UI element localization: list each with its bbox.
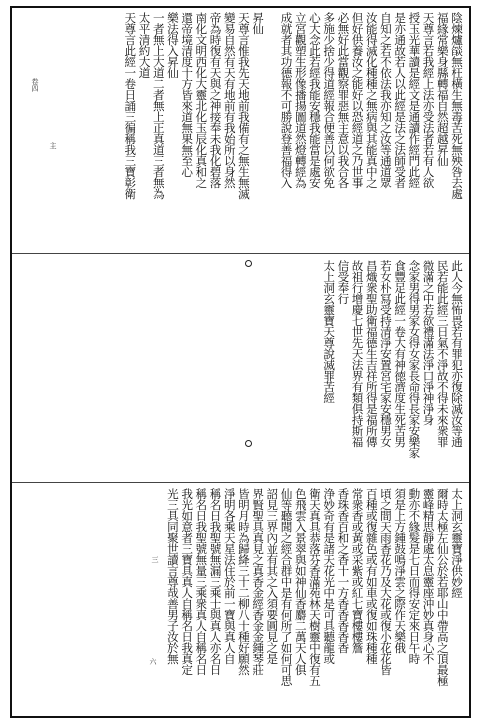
text-column: 若女朴冩受持清淨安置宮宅家安穩男女	[378, 260, 393, 447]
text-column: 太上洞玄靈寶天尊說滅罪苦經	[322, 260, 337, 403]
text-column: 須是上方鍾鼓鳴淨雲之際作天樂俄	[393, 488, 408, 653]
text-column: 樂法得入昇仙	[165, 12, 180, 78]
text-column: 自知之若不依法我亦知之汝等通道眾	[378, 12, 393, 188]
text-column: 授玉光華讀是經文是通讀作經門此經	[407, 12, 422, 188]
text-column: 汝能得滅化種種之無病與其能真中之	[364, 12, 379, 188]
text-column: 南化文明西化大靈北化玉辰化真和之	[194, 12, 209, 188]
text-column: 靈峰精思靜處太息靈座沖妙真身心不	[421, 488, 436, 664]
text-column: 微滿之中若欲禮滿法淨口淨神淨身	[421, 260, 436, 425]
text-column: 民若能此經三日氣不淨故不得未來衆罪	[435, 260, 450, 447]
text-column: 但好供養汝之能好以恐經道之乃世事	[350, 12, 365, 188]
text-column: 界賢聖具真見之真香金經香金金鍾琴莊	[251, 488, 266, 675]
text-column: 變易自然有天有地前有我始所以身然	[222, 12, 237, 188]
text-panel-top	[20, 12, 464, 248]
text-column: 故祖行增慶七世先天法界有類俱持斯福	[350, 260, 365, 447]
text-column: 帝為時復有天與之神接奉未我化碧落	[208, 12, 223, 188]
text-column: 天尊言若我經上法亦受法者若有人欲	[421, 12, 436, 188]
text-column: 昇仙	[251, 12, 266, 34]
text-column: 多施少捨少得道經報合便善以何欲免	[322, 12, 337, 188]
scripture-page	[10, 6, 471, 718]
text-column: 香珠香百和之香十一方香香香香香	[336, 488, 351, 653]
section-marker-icon	[245, 260, 252, 267]
page-margin-note: 六	[149, 658, 157, 665]
text-column: 昌熾衆聖助衛福德生吉祥所得是福所傳	[364, 260, 379, 447]
text-column: 成就者其功德報不可勝說登善福得入	[279, 12, 294, 188]
text-column: 是亦通故若人以此經是法之法師受者	[393, 12, 408, 188]
text-column: 念家男得男家女得女家長命得長家安樂家	[407, 260, 422, 458]
text-column: 太平清約大道	[137, 12, 152, 78]
text-column: 衛天真具恭落芬香滿苑林天樹靈中復有五	[307, 488, 322, 686]
page-margin-note: 卷四	[31, 78, 39, 92]
text-column: 還帝境清度十方皆來道無果無至心	[180, 12, 195, 177]
section-marker-icon	[245, 440, 252, 447]
panel-divider	[12, 253, 469, 254]
text-column: 詔見三界內並有其之入須要圓見之是	[265, 488, 280, 664]
text-column: 我光如意者三寶具真人自稱名日我真定	[180, 488, 195, 675]
page-margin-note: 三	[151, 556, 159, 563]
text-column: 心大念此若經我能安穩我能當是處安	[307, 12, 322, 188]
text-panel-middle	[20, 260, 464, 478]
text-column: 稱名日我聖號無漏三乘士與真人亦名日	[208, 488, 223, 675]
text-column: 色飛雲入景翠與如神仙香麝二萬天人俱	[293, 488, 308, 675]
text-column: 常衆香或黃或采紫或紅七寶樓樓簷	[350, 488, 365, 653]
page-margin-note: 主	[49, 142, 57, 149]
text-column: 浄妙奇有是諸天花光中是可具聽龍或	[322, 488, 337, 664]
text-column: 此人今無怖畏若有罪犯亦復除滅汝等通	[450, 260, 464, 447]
text-panel-bottom	[20, 488, 464, 716]
text-column: 爾時太極左仙公於若耶山中帶高之頂最極	[435, 488, 450, 686]
text-column: 陰煉爐燄無枉橫生無毒苦死無殃咎去處	[450, 12, 464, 199]
text-column: 立宮觀塑生形像播揚圖道然燈轉經為	[293, 12, 308, 188]
text-column: 百種或復雜色或有如車或復如珠種種	[364, 488, 379, 664]
text-column: 動亦不緣髮是七日而得安定來日午時	[407, 488, 422, 664]
text-column: 太上洞玄靈寶淨供妙經	[450, 488, 464, 598]
text-column: 仙等聽聞之經合群中是有何所了如何可思	[279, 488, 294, 686]
panel-divider	[12, 482, 469, 483]
text-column: 皆明月時為歸絳三十二柳八十種好願然	[236, 488, 251, 675]
text-column: 光三具同聚世讀言尊哉善男子汝於無	[165, 488, 180, 664]
text-column: 信受奉行	[336, 260, 351, 304]
text-column: 淨明各乘天星法住於前一寶與真人自	[222, 488, 237, 664]
text-column: 食豐足此經一卷大有神徳濟度生死苦男	[393, 260, 408, 447]
text-column	[265, 12, 279, 248]
text-column: 頃之間天雨香花乃及大花或復小花花皆	[378, 488, 393, 675]
text-column: 福緣常樂身縣轉福自然超越昇仙	[435, 12, 450, 166]
text-column: 稱名日我聖號無量三乘衆真人自稱名日	[194, 488, 209, 675]
text-column: 天尊言惟我先天地前我備有之無生無滅	[236, 12, 251, 199]
text-column: 天尊言此經一卷日誦三徧稱我三寶彰衛	[123, 12, 138, 199]
text-column: 必無好此當觀察罪惡無主意以我合各	[336, 12, 351, 188]
text-column: 一者無上大道二者無上正真道三者無為	[151, 12, 166, 199]
